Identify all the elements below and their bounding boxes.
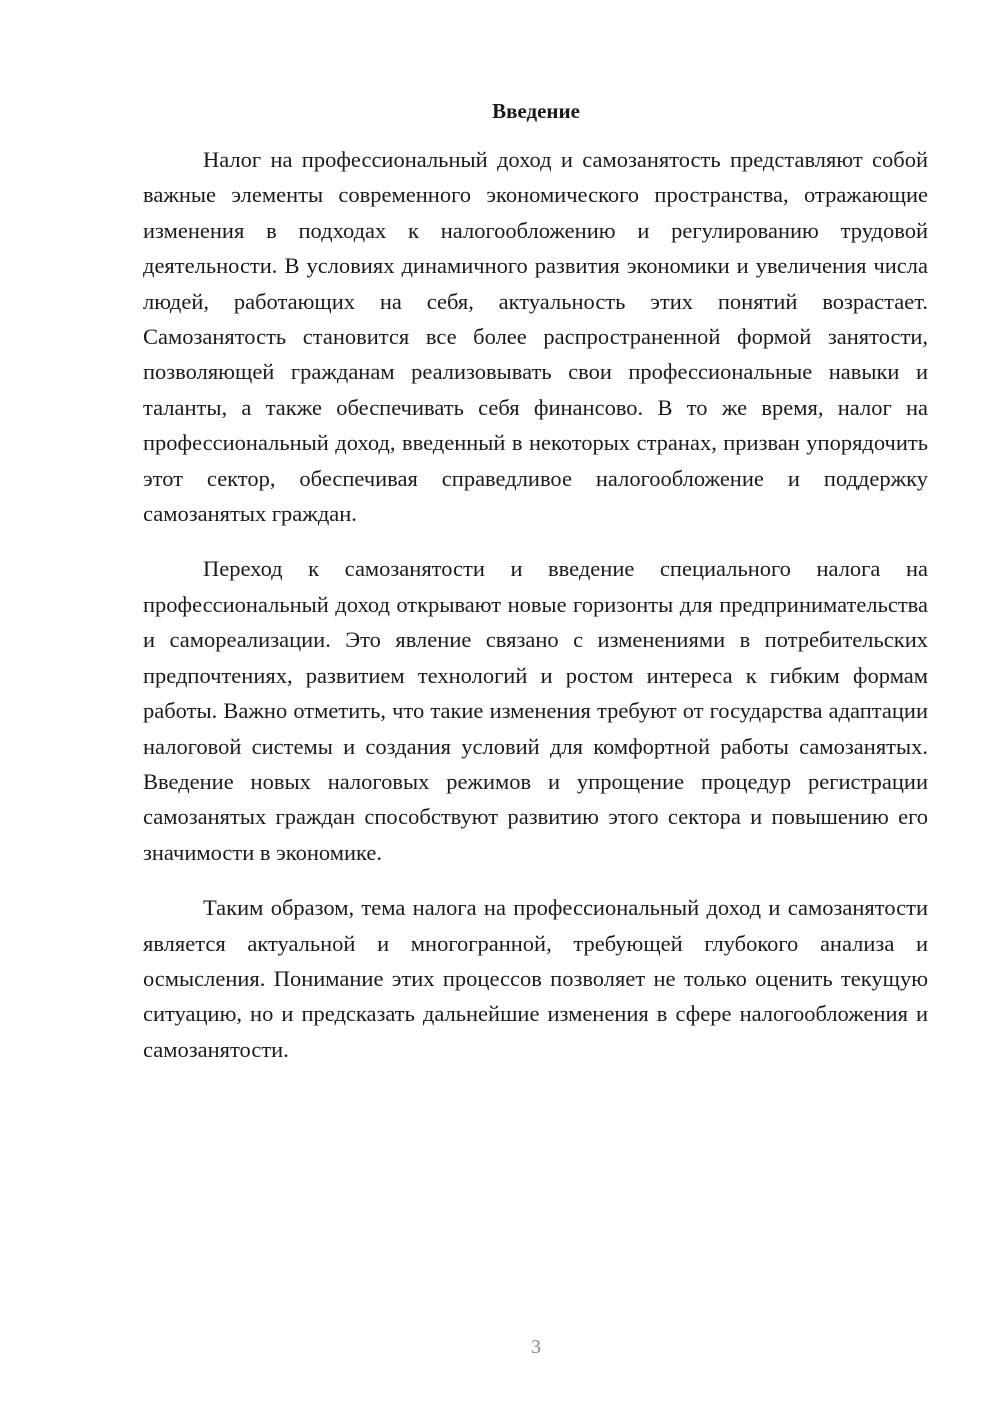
section-heading: Введение — [492, 99, 580, 123]
body-text — [143, 142, 928, 1087]
paragraph-2: Переход к самозанятости и введение специального налога на профессиональный доход открывают новые горизонты для предпринимательства и самореализации. Это явление связано с изменениями в потребительских предпочтениях, развитием технологий и ростом интереса к гибким формам работы. Важно отметить, что такие изменения требуют от государства адаптации налоговой системы и создания условий для комфортной работы самозанятых. Введение новых налоговых режимов и упрощение процедур регистрации самозанятых граждан способствуют развитию этого сектора и повышению его значимости в экономике. — [143, 556, 928, 865]
page-number: 3 — [531, 1336, 541, 1358]
paragraph-3: Таким образом, тема налога на профессиональный доход и самозанятости является актуальной и многогранной, требующей глубокого анализа и осмысления. Понимание этих процессов позволяет не только оценить текущую ситуацию, но и предсказать дальнейшие изменения в сфере налогообложения и самозанятости. — [143, 895, 928, 1062]
paragraph-1: Налог на профессиональный доход и самозанятость представляют собой важные элементы современного экономического пространства, отражающие изменения в подходах к налогообложению и регулированию трудовой деятельности. В условиях динамичного развития экономики и увеличения числа людей, работающих на себя, актуальность этих понятий возрастает. Самозанятость становится все более распространенной формой занятости, позволяющей гражданам реализовывать свои профессиональные навыки и таланты, а также обеспечивать себя финансово. В то же время, налог на профессиональный доход, введенный в некоторых странах, призван упорядочить этот сектор, обеспечивая справедливое налогообложение и поддержку самозанятых граждан. — [143, 147, 928, 527]
